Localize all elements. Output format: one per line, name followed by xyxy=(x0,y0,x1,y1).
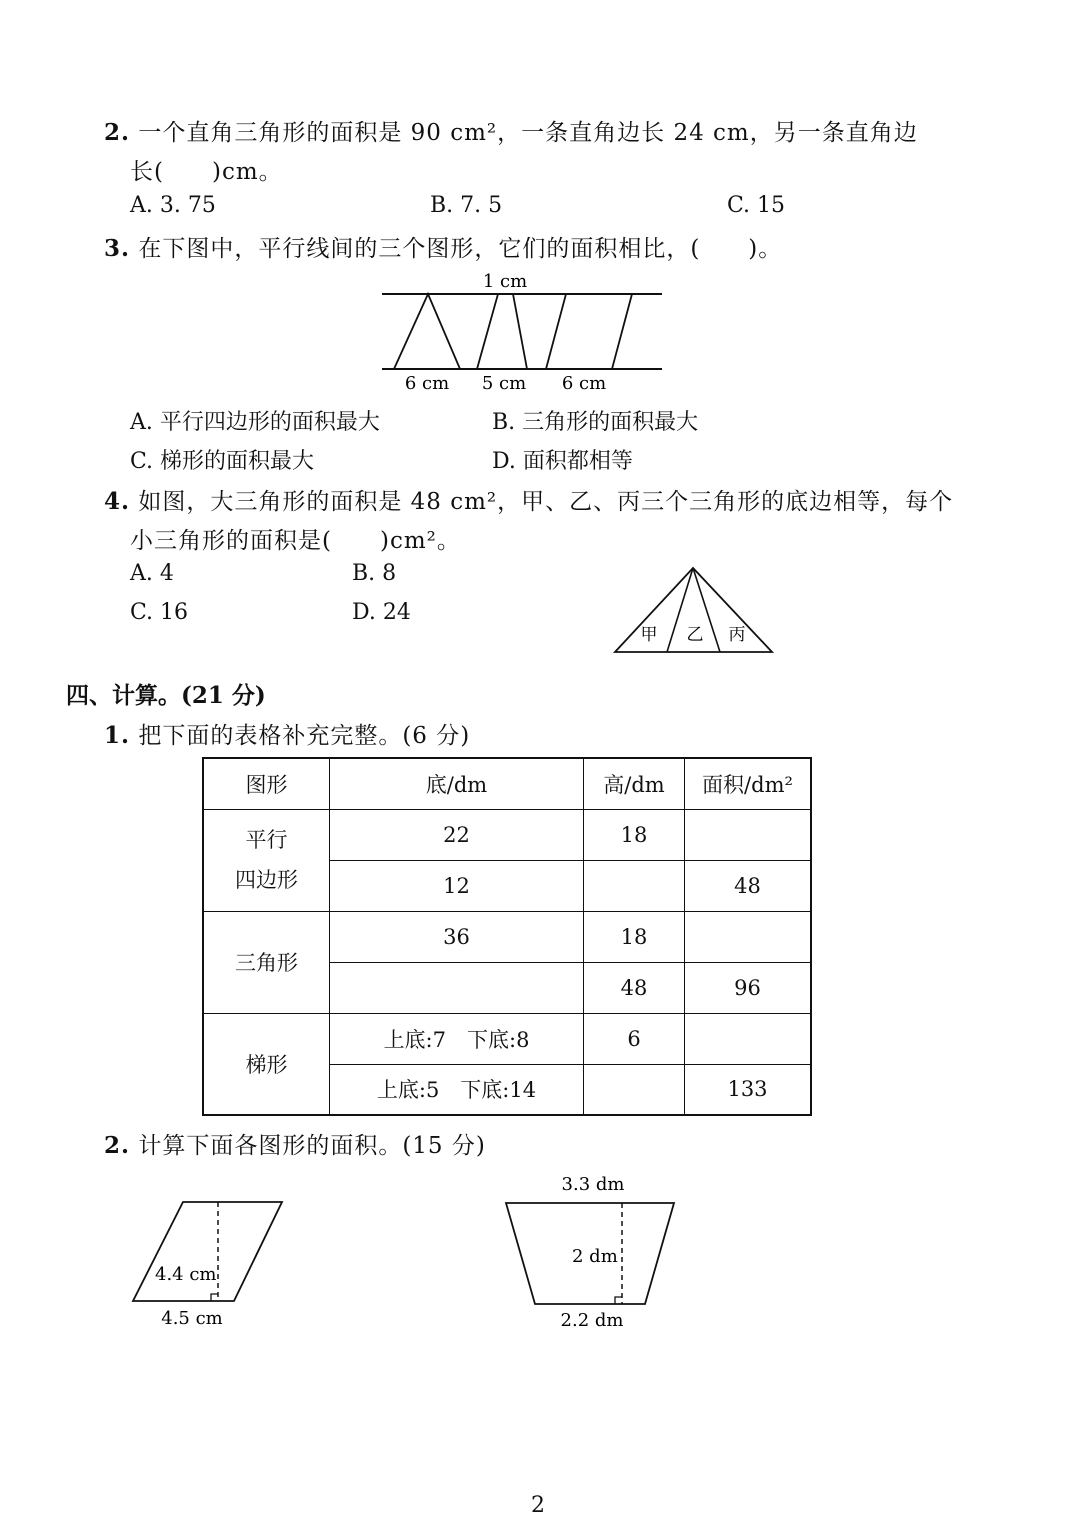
bottom-base-label: 2.2 dm xyxy=(560,1310,624,1331)
table-cell: 133 xyxy=(685,1064,812,1115)
answer-cell[interactable] xyxy=(685,1013,812,1064)
triangle-base-label: 6 cm xyxy=(404,373,450,394)
height-label: 4.4 cm xyxy=(155,1264,217,1285)
q3-line xyxy=(104,230,782,263)
s4q2-number: 2. xyxy=(104,1132,131,1159)
table-cell: 36 xyxy=(330,911,584,962)
header-base: 底/dm xyxy=(330,758,584,809)
table-cell: 18 xyxy=(584,809,685,860)
q2-option-a[interactable]: A. 3. 75 xyxy=(130,193,216,218)
q3-option-d[interactable]: D. 面积都相等 xyxy=(492,449,633,474)
q4-option-c[interactable]: C. 16 xyxy=(130,600,189,625)
q4-triangle-figure xyxy=(610,562,780,658)
label-yi: 乙 xyxy=(686,625,704,645)
answer-cell[interactable] xyxy=(685,911,812,962)
q2-stem-line2: 长( )cm。 xyxy=(130,159,283,185)
top-width-label: 1 cm xyxy=(482,271,528,292)
s4q1-number: 1. xyxy=(104,722,131,749)
parallelogram-base-label: 6 cm xyxy=(561,373,607,394)
s4q2-stem: 计算下面各图形的面积。(15 分) xyxy=(138,1133,486,1159)
q2-option-c[interactable]: C. 15 xyxy=(727,193,786,218)
q4-option-b[interactable]: B. 8 xyxy=(352,561,397,586)
table-cell: 上底:5 下底:14 xyxy=(330,1064,584,1115)
page-number: 2 xyxy=(531,1493,545,1518)
header-shape: 图形 xyxy=(203,758,330,809)
header-height: 高/dm xyxy=(584,758,685,809)
trapezoid-base-label: 5 cm xyxy=(481,373,527,394)
base-label: 4.5 cm xyxy=(161,1308,223,1329)
top-base-label: 3.3 dm xyxy=(561,1174,625,1195)
table-cell: 48 xyxy=(685,860,812,911)
table-cell: 48 xyxy=(584,962,685,1013)
q2-option-b[interactable]: B. 7. 5 xyxy=(430,193,503,218)
height-label: 2 dm xyxy=(572,1246,618,1267)
q4-option-d[interactable]: D. 24 xyxy=(352,600,411,625)
q2-number: 2. xyxy=(104,119,131,146)
section-4-title: 四、计算。(21 分) xyxy=(66,682,266,709)
q4-stem-line1: 如图，大三角形的面积是 48 cm²，甲、乙、丙三个三角形的底边相等，每个 xyxy=(138,489,954,515)
fill-in-table xyxy=(202,757,812,1116)
s4q2-line xyxy=(104,1127,486,1160)
label-bing: 丙 xyxy=(728,625,746,645)
q4-line1 xyxy=(104,483,953,516)
trapezoid-shape xyxy=(477,294,527,369)
q3-option-c[interactable]: C. 梯形的面积最大 xyxy=(130,449,315,474)
parallelogram xyxy=(133,1202,282,1301)
answer-cell[interactable] xyxy=(584,1064,685,1115)
q3-option-b[interactable]: B. 三角形的面积最大 xyxy=(492,410,699,435)
answer-cell[interactable] xyxy=(584,860,685,911)
header-area: 面积/dm² xyxy=(685,758,812,809)
s4q1-line xyxy=(104,717,470,750)
q4-number: 4. xyxy=(104,488,131,515)
s4q1-stem: 把下面的表格补充完整。(6 分) xyxy=(138,723,471,749)
table-cell: 12 xyxy=(330,860,584,911)
q2-stem-line1: 一个直角三角形的面积是 90 cm²，一条直角边长 24 cm，另一条直角边 xyxy=(138,120,918,146)
right-angle-mark xyxy=(211,1294,218,1301)
parallelogram-shape xyxy=(546,294,632,369)
table-cell: 上底:7 下底:8 xyxy=(330,1013,584,1064)
q3-parallel-lines-figure xyxy=(370,268,680,398)
q4-option-a[interactable]: A. 4 xyxy=(130,561,174,586)
table-cell: 6 xyxy=(584,1013,685,1064)
table-cell: 18 xyxy=(584,911,685,962)
right-angle-mark xyxy=(615,1297,622,1304)
q3-option-a[interactable]: A. 平行四边形的面积最大 xyxy=(130,410,380,435)
q3-number: 3. xyxy=(104,235,131,262)
answer-cell[interactable] xyxy=(685,809,812,860)
triangle-shape xyxy=(394,294,460,369)
shape-triangle: 三角形 xyxy=(203,911,330,1013)
q2-line1 xyxy=(104,114,918,147)
table-cell: 96 xyxy=(685,962,812,1013)
answer-cell[interactable] xyxy=(330,962,584,1013)
table-cell: 22 xyxy=(330,809,584,860)
q4-stem-line2: 小三角形的面积是( )cm²。 xyxy=(130,528,461,554)
shape-parallelogram: 平行 四边形 xyxy=(203,809,330,911)
label-jia: 甲 xyxy=(640,625,658,645)
trapezoid-figure xyxy=(495,1168,685,1336)
q3-stem: 在下图中，平行线间的三个图形，它们的面积相比，( )。 xyxy=(138,236,783,262)
shape-trapezoid: 梯形 xyxy=(203,1013,330,1115)
parallelogram-figure xyxy=(120,1190,300,1335)
